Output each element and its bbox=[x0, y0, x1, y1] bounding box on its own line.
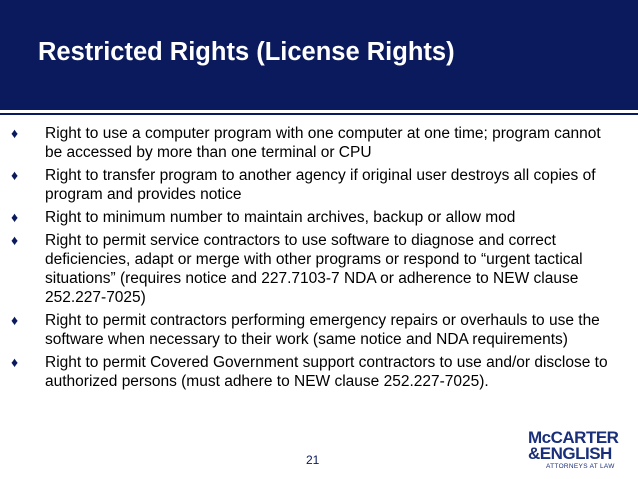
bullet-item bbox=[0, 166, 638, 204]
bullet-item bbox=[0, 124, 638, 162]
bullet-item bbox=[0, 311, 638, 349]
bullet-text: Right to minimum number to maintain archives, backup or allow mod bbox=[45, 209, 516, 226]
logo-tagline: ATTORNEYS AT LAW bbox=[546, 463, 615, 470]
bullet-text: Right to use a computer program with one computer at one time; program cannot be accessed by more than one terminal or CPU bbox=[45, 125, 601, 161]
bullet-item bbox=[0, 353, 638, 391]
bullet-text: Right to permit service contractors to use software to diagnose and correct deficiencies, adapt or merge with other programs or respond to “urgent tactical situations” (requires notice and 227.7103-7 NDA or adherence to NEW clause 252.227-7025) bbox=[45, 232, 583, 306]
diamond-bullet-icon: ♦ bbox=[11, 354, 19, 370]
bullet-text: Right to transfer program to another agency if original user destroys all copies of program and provides notice bbox=[45, 167, 596, 203]
bullet-item bbox=[0, 231, 638, 307]
diamond-bullet-icon: ♦ bbox=[11, 312, 19, 328]
bullet-list bbox=[0, 124, 638, 395]
bullet-text: Right to permit Covered Government support contractors to use and/or disclose to authorized persons (must adhere to NEW clause 252.227-7025). bbox=[45, 354, 608, 390]
bullet-item bbox=[0, 208, 638, 227]
diamond-bullet-icon: ♦ bbox=[11, 232, 19, 248]
diamond-bullet-icon: ♦ bbox=[11, 167, 19, 183]
title-divider bbox=[0, 113, 638, 115]
logo-line-mccarter: McCARTER bbox=[528, 428, 619, 447]
title-bar bbox=[0, 0, 638, 110]
bullet-text: Right to permit contractors performing emergency repairs or overhauls to use the software when necessary to their work (same notice and NDA requirements) bbox=[45, 312, 600, 348]
firm-logo bbox=[528, 430, 630, 474]
diamond-bullet-icon: ♦ bbox=[11, 209, 19, 225]
slide-title: Restricted Rights (License Rights) bbox=[38, 38, 455, 66]
diamond-bullet-icon: ♦ bbox=[11, 125, 19, 141]
page-number: 21 bbox=[306, 453, 320, 467]
logo-line-english: &ENGLISH bbox=[528, 444, 612, 463]
